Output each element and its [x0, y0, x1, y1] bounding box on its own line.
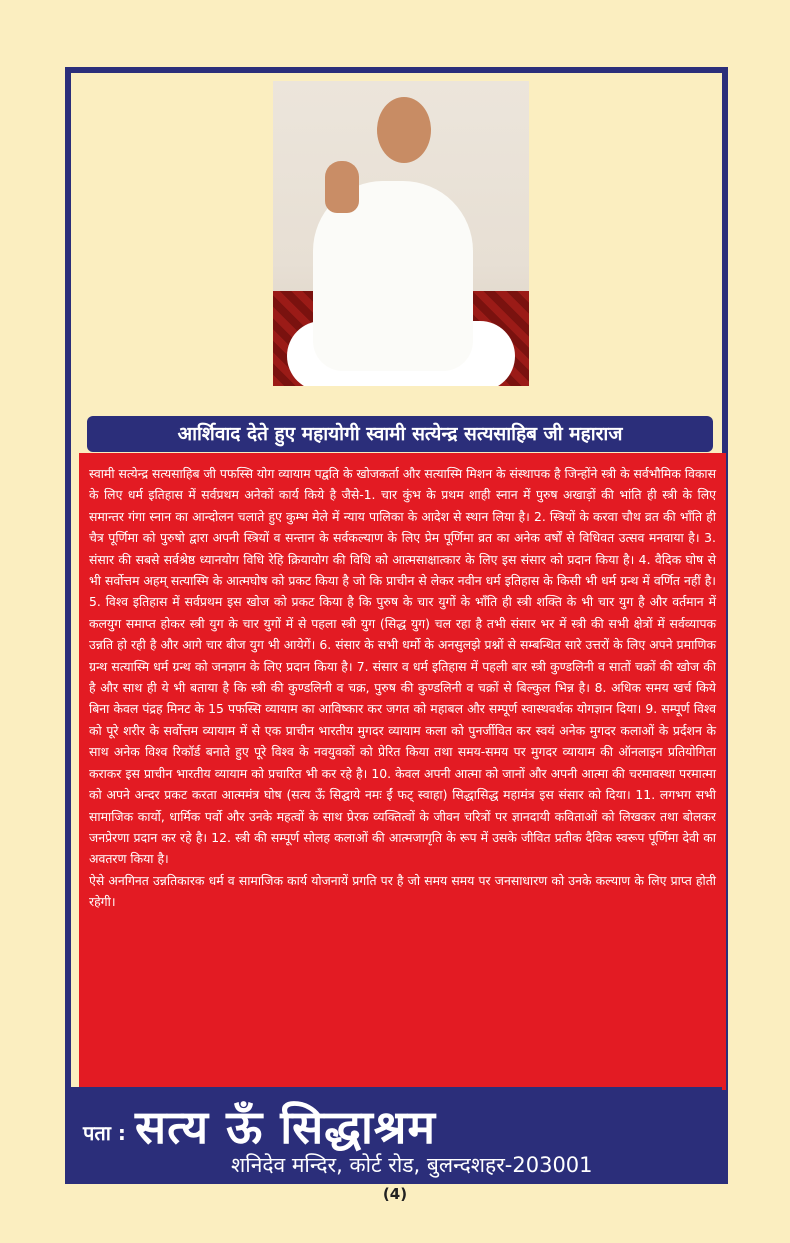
- raised-hand-shape: [325, 161, 359, 213]
- photo-caption: आर्शिवाद देते हुए महायोगी स्वामी सत्येन्द्र सत्यसाहिब जी महाराज: [87, 416, 713, 452]
- swami-photo: [273, 81, 529, 386]
- page-frame: [65, 67, 728, 1184]
- page-number: (4): [382, 1185, 408, 1203]
- description-paragraph-1: स्वामी सत्येन्द्र सत्यसाहिब जी पफस्सि योग व्यायाम पद्वति के खोजकर्ता और सत्यास्मि मिशन के संस्थापक है जिन्होंने स्त्री के सर्वभौमिक विकास के लिए धर्म इतिहास में सर्वप्रथम अनेकों कार्य किये है जैसे-1. चार कुंभ के प्रथम शाही स्नान में पुरुष अखाड़ों की भांति ही स्त्री के लिए समान्तर गंगा स्नान का आन्दोलन चलाते हुए कुम्भ मेले में न्याय पालिका के आदेश से स्थान लिया है। 2. स्त्रियों के करवा चौथ व्रत की भाँति ही चैत्र पूर्णिमा को पुरुषो द्वारा अपनी स्त्रियों व सन्तान के सर्वकल्याण के लिए प्रेम पूर्णिमा व्रत का अनेक वर्षों से विधिवत उत्सव मनवाया है। 3. संसार की सबसे सर्वश्रेष्ठ ध्यानयोग विधि रेहि क्रियायोग की विधि को आत्मसाक्षात्कार के लिए इस संसार को प्रदान किया है। 4. वैदिक घोष से भी सर्वोत्तम अहम् सत्यास्मि के आत्मघोष को प्रकट किया है जो कि प्राचीन से लेकर नवीन धर्म इतिहास के किसी भी धर्म ग्रन्थ में वर्णित नहीं है। 5. विश्व इतिहास में सर्वप्रथम इस खोज को प्रकट किया है कि पुरुष के चार युगों के भाँति ही स्त्री शक्ति के भी चार युग है और वर्तमान में कलयुग समाप्त होकर स्त्री युग के चार युगों में से पहला स्त्री युग (सिद्ध युग) चल रहा है तभी संसार भर में स्त्री की सभी क्षेत्रों में सर्वव्यापक उन्नति हो रही है और आगे चार बीज युग भी आयेगें। 6. संसार के सभी धर्मो के अनसुलझे प्रश्नों से सम्बन्धित सारे उत्तरों के लिए अपने प्रमाणिक ग्रन्थ सत्यास्मि धर्म ग्रन्थ को जनज्ञान के लिए प्रदान किया है। 7. संसार व धर्म इतिहास में पहली बार स्त्री कुण्डलिनी व सातों चक्रों की खोज की है और साथ ही ये भी बताया है कि स्त्री की कुण्डलिनी व चक्र, पुरुष की कुण्डलिनी व चक्रों से बिल्कुल भिन्न है। 8. अधिक समय खर्च किये बिना केवल पंद्रह मिनट के 15 पफस्सि व्यायाम का आविष्कार कर जगत को महाबल और सम्पूर्ण स्वास्थवर्धक योगज्ञान दिया। 9. सम्पूर्ण विश्व को पूरे शरीर के सर्वोत्तम व्यायाम में से एक प्राचीन भारतीय मुगदर व्यायाम कला को पुनर्जीवित कर स्वयं अनेक मुगदर कलाओं के प्रर्दशन के साथ अनेक विश्व रिकॉर्ड बनाते हुए पूरे विश्व के नवयुवकों को प्रेरित किया तथा समय-समय पर मुगदर व्यायाम की ऑनलाइन प्रतियोगिता कराकर इस प्राचीन भारतीय व्यायाम को प्रचारित भी कर रहे है। 10. केवल अपनी आत्मा को जानों और अपनी आत्मा की चरमावस्था परमात्मा को अपने अन्दर प्रकट करता आत्ममंत्र घोष (सत्य ऊँ सिद्घाये नमः ईं फट् स्वाहा) सिद्धासिद्ध महामंत्र इस संसार को दिया। 11. लगभग सभी सामाजिक कार्यो, धार्मिक पर्वो और उनके महत्वों के साथ प्रेरक व्यक्तित्वों के जीवन चरित्रों पर ज्ञानदायी कविताओं को लिखकर तथा बोलकर जनप्रेरणा प्रदान कर रहे है। 12. स्त्री की सम्पूर्ण सोलह कलाओं की आत्मजागृति के रूप में उसके जीवित प्रतीक दैविक स्वरूप पूर्णिमा देवी का अवतरण किया है।: [89, 466, 716, 867]
- description-paragraph-2: ऐसे अनगिनत उन्नतिकारक धर्म व सामाजिक कार्य योजनायें प्रगति पर है जो समय समय पर जनसाधारण को उनके कल्याण के लिए प्राप्त होती रहेगी।: [89, 872, 716, 910]
- ashram-address: शनिदेव मन्दिर, कोर्ट रोड, बुलन्दशहर-203001: [231, 1153, 593, 1177]
- address-label: पता :: [83, 1121, 126, 1145]
- description-box: [79, 453, 726, 1090]
- address-footer: [71, 1087, 722, 1184]
- head-shape: [377, 97, 431, 163]
- ashram-name: सत्य ऊँ सिद्धाश्रम: [135, 1100, 437, 1154]
